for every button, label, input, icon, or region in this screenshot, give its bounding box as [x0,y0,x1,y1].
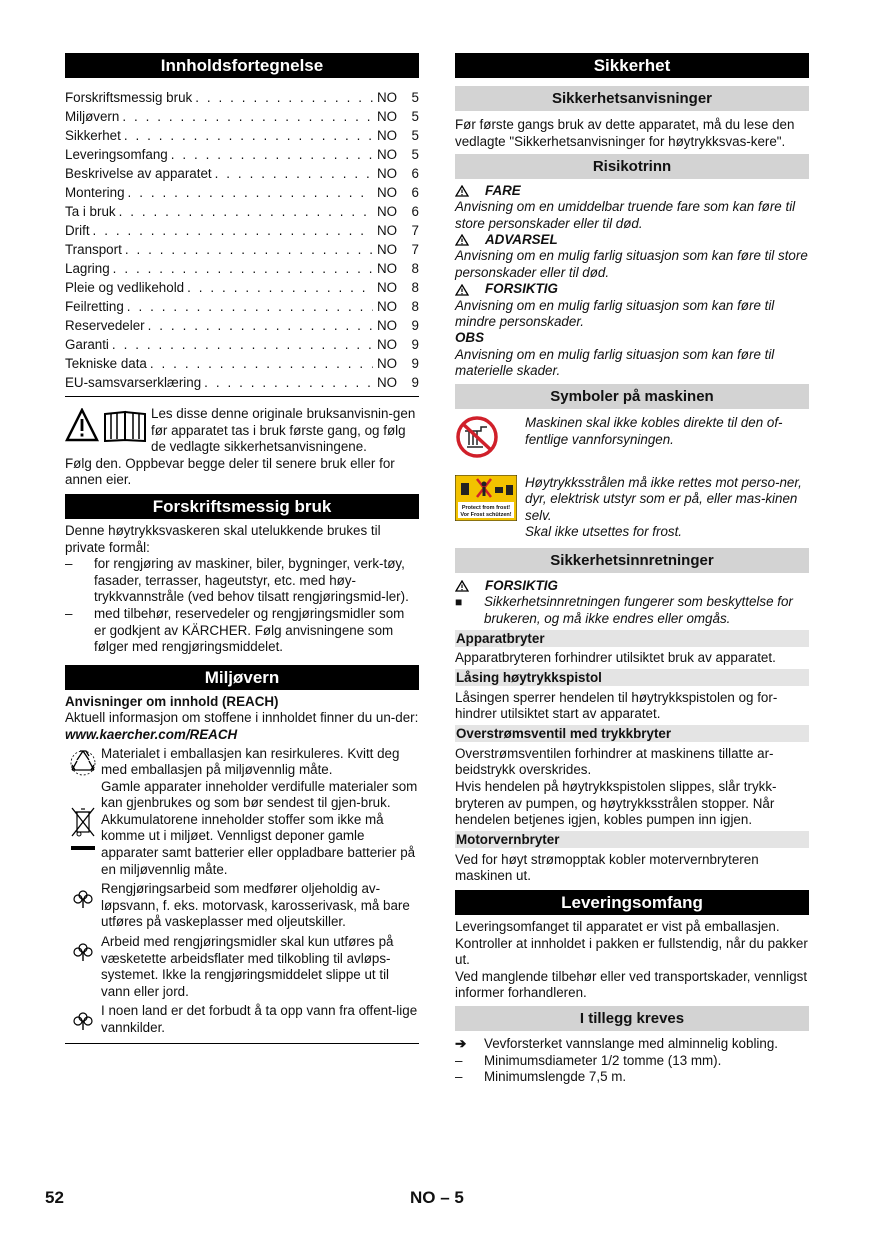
toc-entry-lang: NO [377,375,398,390]
toc-leader-dots [150,354,373,373]
risk-level-text: Anvisning om en mulig farlig situasjon som kan føre til mindre personskader. [455,297,775,330]
arrow-right-icon: ➔ [455,1036,467,1051]
toc-entry[interactable] [65,145,419,164]
eco-item-tree-1: Rengjøringsarbeid som medfører oljeholdig av-løpsvann, f. eks. motorvask, karosserivask, må bare utføres på vaskeplasser med oljeutskiller. [65,881,419,931]
toc-entry-name: Feilretting [65,299,124,314]
toc-title: Innholdsfortegnelse [65,53,419,78]
toc-entry-page: 5 [411,128,419,143]
toc-entry[interactable] [65,259,419,278]
toc-leader-dots [125,240,373,259]
toc-entry-name: Transport [65,242,122,257]
list-item: – Minimumslengde 7,5 m. [455,1069,627,1085]
safety-title: Sikkerhet [455,53,809,78]
delivery-text-1: Leveringsomfanget til apparatet er vist på emballasjen. Kontroller at innholdet i pakken er fullstendig, når du pakker ut. [455,919,808,968]
warning-triangle-icon [455,284,469,296]
device-text: Overstrømsventilen forhindrer at maskinens tillatte ar-beidstrykk overskrides. [455,745,774,778]
toc-leader-dots [127,297,373,316]
toc-entry-name: Montering [65,185,125,200]
page-number: 52 [45,1188,64,1207]
toc-entry[interactable] [65,373,419,392]
devices-warning-text: ■ Sikkerhetsinnretningen fungerer som beskyttelse for brukeren, og må ikke endres eller omgås. [455,593,793,626]
toc-entry-name: Drift [65,223,90,238]
read-manual-icons [65,406,151,456]
symbols-title: Symboler på maskinen [455,384,809,409]
toc-entry[interactable] [65,183,419,202]
device-title: Overstrømsventil med trykkbryter [455,725,809,742]
toc-entry-lang: NO [377,185,398,200]
toc-leader-dots [204,373,373,392]
toc-entry[interactable] [65,164,419,183]
right-column [455,53,809,1086]
toc-entry-name: Lagring [65,261,110,276]
toc-entry[interactable] [65,316,419,335]
toc-entry-lang: NO [377,223,398,238]
risk-level-label: ADVARSEL [485,232,558,248]
toc-leader-dots [124,126,373,145]
toc-entry-page: 5 [411,109,419,124]
toc-leader-dots [112,335,373,354]
device-title: Låsing høytrykkspistol [455,669,809,686]
toc-leader-dots [148,316,373,335]
toc-entry-name: Garanti [65,337,109,352]
device-text: Apparatbryteren forhindrer utilsiktet bruk av apparatet. [455,650,776,666]
square-bullet-icon: ■ [455,594,463,609]
toc-leader-dots [215,164,373,183]
toc-entry-lang: NO [377,128,398,143]
toc-entry-page: 9 [411,337,419,352]
devices-title: Sikkerhetsinnretninger [455,548,809,573]
intended-use-list [65,556,419,656]
intended-use-title: Forskriftsmessig bruk [65,494,419,519]
toc-entry[interactable] [65,221,419,240]
toc-entry[interactable] [65,297,419,316]
toc-entry-page: 9 [411,318,419,333]
list-item: – Minimumsdiameter 1/2 tomme (13 mm). [455,1052,722,1068]
toc-entry[interactable] [65,107,419,126]
toc-entry-lang: NO [377,242,398,257]
recycle-icon [68,748,98,776]
frost-label-de: Vor Frost schützen! [460,511,512,518]
symbol-no-direct-connection: Maskinen skal ikke kobles direkte til den of-fentlige vannforsyningen. [455,415,809,464]
toc-entry[interactable] [65,126,419,145]
toc-entry-name: Ta i bruk [65,204,116,219]
toc-entry-page: 6 [411,166,419,181]
toc-leader-dots [171,145,373,164]
toc-entry-name: EU-samsvarserklæring [65,375,202,390]
eco-item-recycle: Materialet i emballasjen kan resirkuleres. Kvitt deg med emballasjen på miljøvennlig måte. [65,746,419,779]
toc-entry-name: Reservedeler [65,318,145,333]
tree-icon [73,889,93,909]
warning-triangle-icon [455,234,469,246]
list-item: – for rengjøring av maskiner, biler, bygninger, verk-tøy, fasader, terrasser, hageutstyr, etc. med høy-trykkvannstråle (ved behov tilsatt rengjøringsmid-ler). [65,556,409,605]
toc-entry-page: 5 [411,147,419,162]
device-title: Apparatbryter [455,630,809,647]
risk-level-text: Anvisning om en umiddelbar truende fare som kan føre til store personskader eller til død. [455,199,796,231]
toc-list [65,88,419,392]
delivery-title: Leveringsomfang [455,890,809,915]
safety-instructions-text: Før første gangs bruk av dette apparatet, må du lese den vedlagte "Sikkerhetsanvisninger for høytrykksvas-kere". [455,117,795,149]
toc-entry-page: 8 [411,280,419,295]
section-footer: NO – 5 [410,1188,464,1207]
eco-item-bin: Gamle apparater inneholder verdifulle materialer som kan gjenbrukes og som bør sendest til gjen-bruk. Akkumulatorene inneholder stoffer som ikke må komme ut i miljøet. Vennligst deponer gamle apparater samt batterier eller oppladbare batterier på en miljøvennlig måte. [65,779,419,879]
toc-divider [65,396,419,397]
toc-entry[interactable] [65,335,419,354]
device-text: Låsingen sperrer hendelen til høytrykkspistolen og for-hindrer utilsiktet start av apparatet. [455,689,778,722]
risk-level-label: OBS [455,330,485,346]
toc-leader-dots [122,107,373,126]
toc-leader-dots [128,183,373,202]
risk-level-heading [455,183,809,199]
toc-entry[interactable] [65,278,419,297]
list-item: – med tilbehør, reservedeler og rengjøringsmidler som er godkjent av KÄRCHER. Følg anvisningene som følger med rengjøringsmiddelet. [65,605,405,655]
eco-item-tree-2: Arbeid med rengjøringsmidler skal kun utføres på væsketette arbeidsflater med tilkobling til avløps-systemet. Ikke la rengjøringsmiddelet slippe ut til vann eller jord. [65,934,419,1000]
device-title: Motorvernbryter [455,831,809,848]
intro-text-a: Les disse denne originale bruksanvisnin-gen før apparatet tas i bruk første gang, og følg de vedlagte sikkerhetsanvisningene. [151,406,416,455]
toc-entry-name: Tekniske data [65,356,147,371]
toc-entry-page: 6 [411,185,419,200]
toc-entry-name: Sikkerhet [65,128,121,143]
risk-level-heading [455,232,809,248]
toc-entry-page: 7 [411,223,419,238]
toc-entry-lang: NO [377,109,398,124]
toc-leader-dots [187,278,373,297]
intro-notice [65,406,419,456]
delivery-text-2: Ved manglende tilbehør eller ved transportskader, vennligst informer forhandleren. [455,968,808,1001]
toc-entry-lang: NO [377,337,398,352]
toc-entry-page: 7 [411,242,419,257]
toc-entry-lang: NO [377,280,398,295]
toc-entry-page: 9 [411,375,419,390]
toc-entry-lang: NO [377,318,398,333]
list-item: ➔ Vevforsterket vannslange med alminnelig kobling. [455,1036,779,1051]
toc-entry-page: 8 [411,299,419,314]
risk-level-text: Anvisning om en mulig farlig situasjon som kan føre til store personskader eller til død. [455,248,808,280]
toc-entry-name: Leveringsomfang [65,147,168,162]
devices-warning-heading: FORSIKTIG [455,578,809,594]
device-text-2: Hvis hendelen på høytrykkspistolen slippes, slår trykk-bryteren av pumpen, og høytrykksstrålen stopper. Når hendelen betjenes igjen, kobles pumpen inn igjen. [455,779,777,828]
risk-level-label: FORSIKTIG [485,281,558,297]
toc-entry[interactable] [65,240,419,259]
toc-entry-name: Miljøvern [65,109,120,124]
toc-entry-lang: NO [377,299,398,314]
frost-label-en: Protect from frost! [461,504,511,511]
risk-level-text: Anvisning om en mulig farlig situasjon som kan føre til materielle skader. [455,346,775,379]
toc-entry-lang: NO [377,204,398,219]
toc-entry-lang: NO [377,147,398,162]
toc-entry-lang: NO [377,261,398,276]
toc-entry-name: Pleie og vedlikehold [65,280,185,295]
warning-triangle-icon [455,185,469,197]
risk-level-heading [455,282,809,298]
environment-divider [65,1043,419,1044]
required-list [455,1036,809,1086]
crossed-bin-icon [69,806,97,852]
safety-instructions-title: Sikkerhetsanvisninger [455,86,809,111]
symbol-jet-warning: Protect from frost! Vor Frost schützen! Høytrykksstrålen må ikke rettes mot perso-ner, dyr, elektrisk utstyr som er på, eller mas-kinen selv. Skal ikke utsettes for frost. [455,475,809,541]
environment-title: Miljøvern [65,665,419,690]
toc-leader-dots [93,221,373,240]
risk-level-label: FARE [485,182,521,198]
intro-text-b: Følg den. Oppbevar begge deler til senere bruk eller for annen eier. [65,455,395,488]
risk-list [455,183,809,380]
toc-entry-name: Forskriftsmessig bruk [65,90,193,105]
toc-entry-page: 6 [411,204,419,219]
jet-frost-warning-icon [455,475,517,521]
warning-triangle-icon [455,580,469,592]
risk-level-heading [455,331,809,347]
toc-entry[interactable] [65,354,419,373]
intended-use-intro: Denne høytrykksvaskeren skal utelukkende brukes til private formål: [65,522,381,555]
tree-icon [73,1011,93,1031]
device-text: Ved for høyt strømopptak kobler motervernbryteren maskinen ut. [455,851,759,884]
no-water-connection-icon [455,415,499,459]
toc-entry[interactable] [65,202,419,221]
eco-item-tree-3: I noen land er det forbudt å ta opp vann fra offent-lige vannkilder. [65,1003,419,1036]
toc-leader-dots [113,259,373,278]
reach-link[interactable]: www.kaercher.com/REACH [65,726,238,742]
toc-entry-page: 5 [411,90,419,105]
toc-leader-dots [119,202,373,221]
risk-title: Risikotrinn [455,154,809,179]
reach-text: Aktuell informasjon om stoffene i innholdet finner du un-der: [65,710,419,726]
required-title: I tillegg kreves [455,1006,809,1031]
warning-book-icon [65,408,149,442]
toc-entry-lang: NO [377,356,398,371]
toc-entry-page: 8 [411,261,419,276]
toc-entry-lang: NO [377,166,398,181]
reach-heading: Anvisninger om innhold (REACH) [65,693,279,709]
toc-entry-lang: NO [377,90,398,105]
toc-leader-dots [195,88,373,107]
toc-entry-page: 9 [411,356,419,371]
tree-icon [73,942,93,962]
toc-entry[interactable] [65,88,419,107]
toc-entry-name: Beskrivelse av apparatet [65,166,212,181]
left-column [65,53,419,1044]
